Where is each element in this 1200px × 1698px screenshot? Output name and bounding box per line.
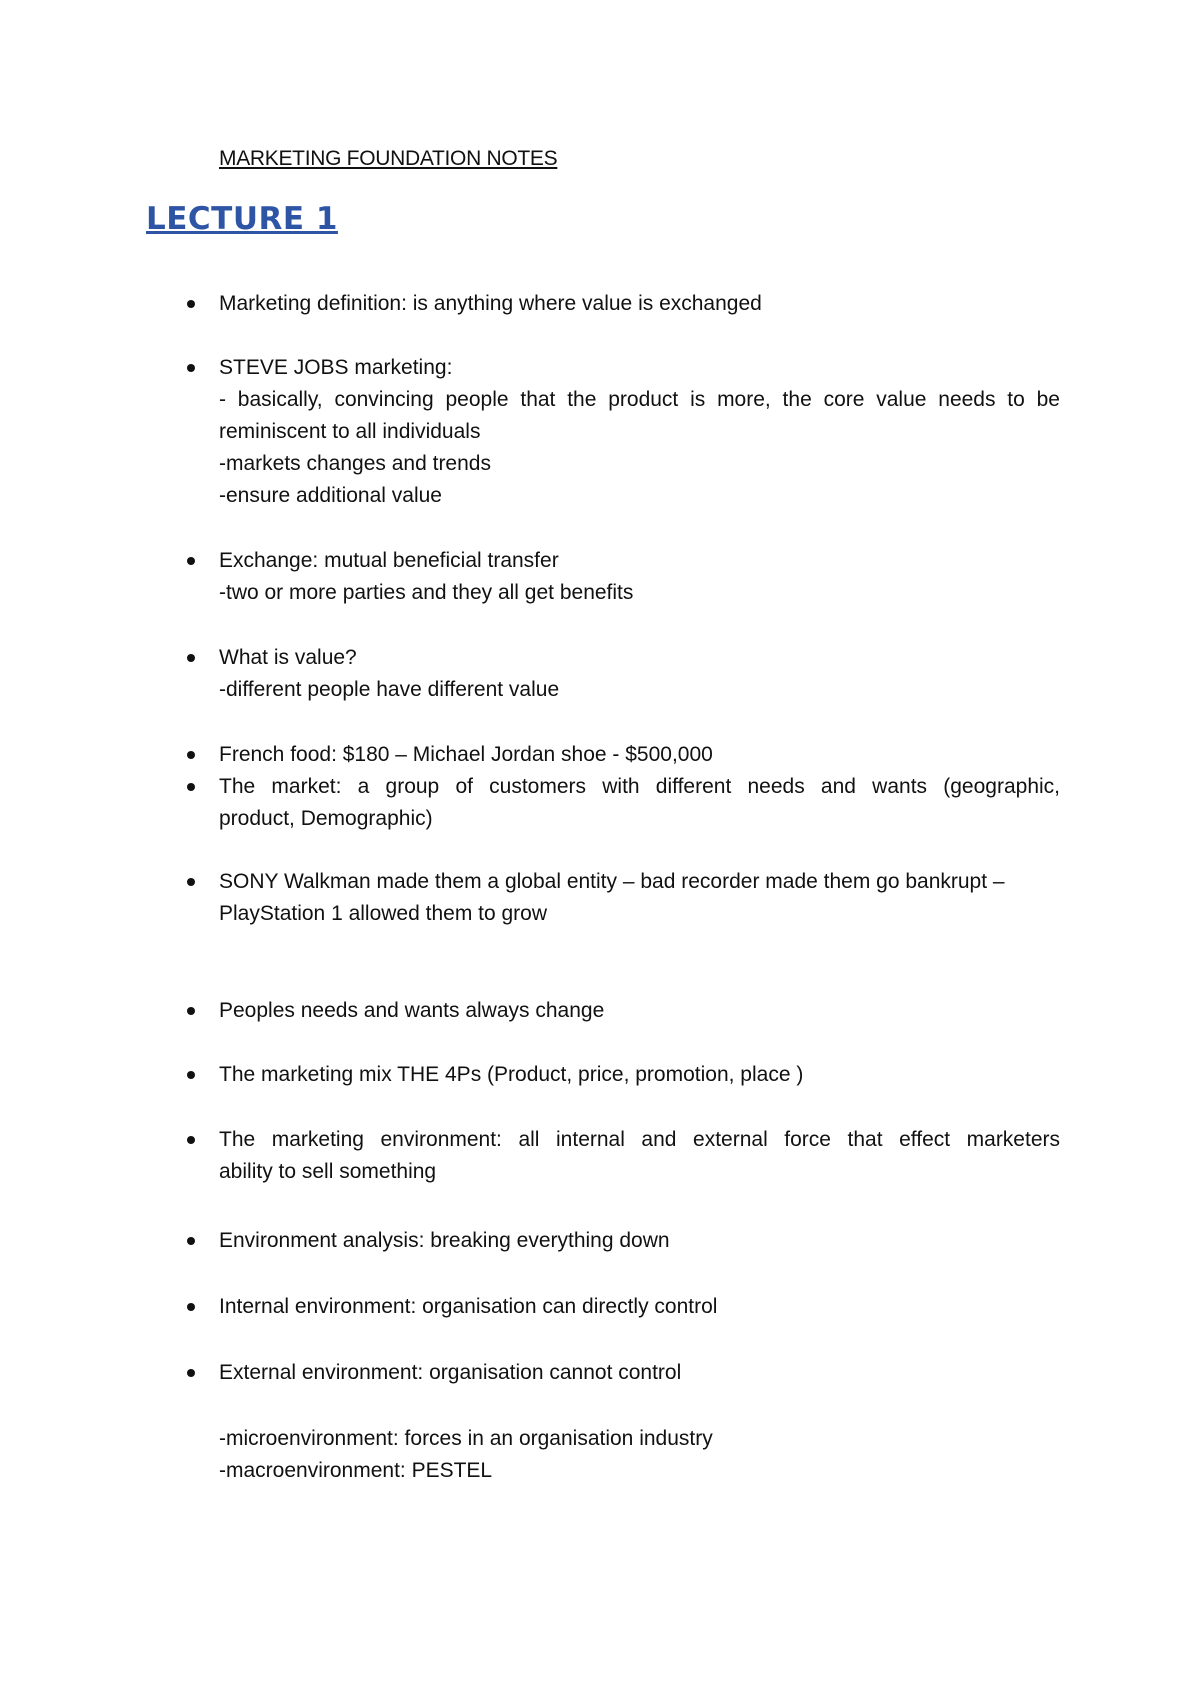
list-item-line: PlayStation 1 allowed them to grow [219, 902, 548, 925]
list-item-line: The marketing environment: all internal and external force that effect marketers [219, 1128, 1060, 1151]
list-item-line: Internal environment: organisation can directly control [219, 1295, 718, 1318]
list-item-line: What is value? [219, 646, 357, 669]
list-item-line: Exchange: mutual beneficial transfer [219, 549, 559, 572]
list-item-line: External environment: organisation cannot control [219, 1361, 682, 1384]
bullet-icon [187, 654, 195, 662]
bullet-icon [187, 1071, 195, 1079]
list-item [219, 352, 1060, 512]
list-item [219, 739, 1060, 771]
list-item-line: product, Demographic) [219, 807, 433, 830]
bullet-icon [187, 1136, 195, 1144]
bullet-icon [187, 751, 195, 759]
list-item-line: Environment analysis: breaking everything down [219, 1229, 670, 1252]
bullet-icon [187, 878, 195, 886]
sub-note-line: -microenvironment: forces in an organisation industry [219, 1427, 713, 1450]
list-item-line: STEVE JOBS marketing: [219, 356, 453, 379]
list-item [219, 1225, 1060, 1257]
bullet-icon [187, 1007, 195, 1015]
bullet-icon [187, 364, 195, 372]
list-item [219, 771, 1060, 835]
list-item [219, 288, 1060, 320]
list-item [219, 1357, 1060, 1389]
sub-note-line: -macroenvironment: PESTEL [219, 1459, 493, 1482]
list-item-line: -markets changes and trends [219, 452, 491, 475]
list-item [219, 1059, 1060, 1091]
bullet-icon [187, 1303, 195, 1311]
bullet-icon [187, 1237, 195, 1245]
list-item [219, 642, 1060, 706]
list-item [219, 1124, 1060, 1188]
bullet-icon [187, 300, 195, 308]
list-item-line: -different people have different value [219, 678, 560, 701]
lecture-heading: LECTURE 1 [146, 201, 338, 237]
bullet-icon [187, 783, 195, 791]
list-item-line: The market: a group of customers with different needs and wants (geographic, [219, 775, 1060, 798]
bullet-icon [187, 557, 195, 565]
list-item-line: - basically, convincing people that the product is more, the core value needs to be [219, 388, 1060, 411]
list-item-line: reminiscent to all individuals [219, 420, 481, 443]
list-item-line: The marketing mix THE 4Ps (Product, price, promotion, place ) [219, 1063, 804, 1086]
list-item [219, 995, 1060, 1027]
list-item [219, 866, 1060, 930]
list-item-line: SONY Walkman made them a global entity – bad recorder made them go bankrupt – [219, 870, 1005, 893]
list-item-line: -ensure additional value [219, 484, 442, 507]
list-item-line: -two or more parties and they all get benefits [219, 581, 634, 604]
list-item-line: ability to sell something [219, 1160, 437, 1183]
list-item-line: Peoples needs and wants always change [219, 999, 605, 1022]
list-item [219, 1291, 1060, 1323]
document-title: MARKETING FOUNDATION NOTES [219, 147, 558, 170]
list-item-line: French food: $180 – Michael Jordan shoe - $500,000 [219, 743, 713, 766]
list-item-line: Marketing definition: is anything where value is exchanged [219, 292, 762, 315]
bullet-icon [187, 1369, 195, 1377]
list-item [219, 545, 1060, 609]
